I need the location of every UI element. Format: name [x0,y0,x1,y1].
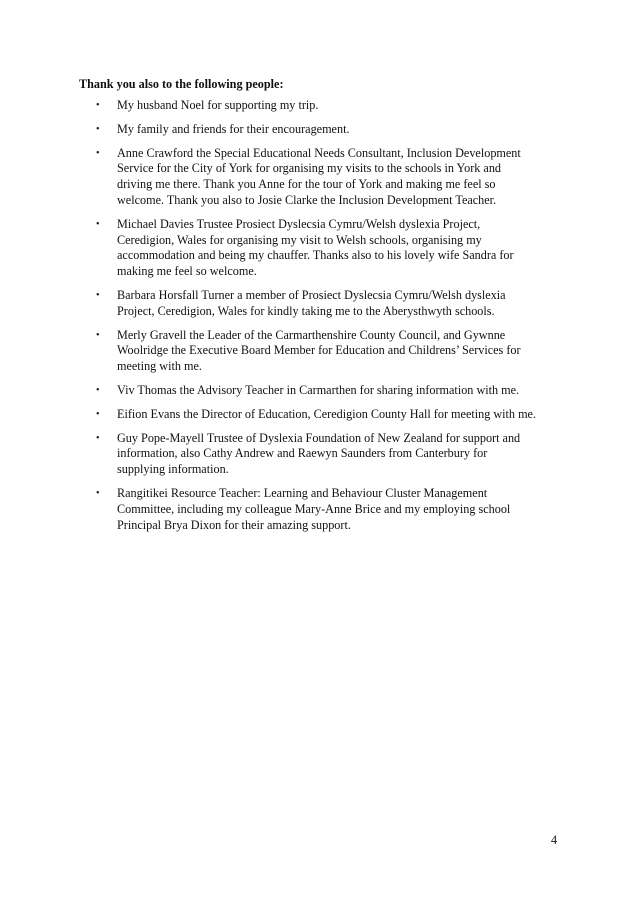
list-item-text: Merly Gravell the Leader of the Carmarthenshire County Council, and Gywnne Woolridge the Executive Board Member for Education and Childrens’ Services for meeting with me. [117,327,521,374]
list-item [0,146,537,209]
list-item-text: Guy Pope-Mayell Trustee of Dyslexia Foundation of New Zealand for support and information, also Cathy Andrew and Raewyn Saunders from Canterbury for supplying information. [117,430,521,477]
list-item-text: Anne Crawford the Special Educational Needs Consultant, Inclusion Development Service for the City of York for organising my visits to the schools in York and driving me there. Thank you Anne for the tour of York and making me feel so welcome. Thank you also to Josie Clarke the Inclusion Development Teacher. [117,145,521,207]
list-item-text: Barbara Horsfall Turner a member of Prosiect Dyslecsia Cymru/Welsh dyslexia Project, Ceredigion, Wales for kindly taking me to the Aberysthwyth schools. [117,287,506,318]
section-heading: Thank you also to the following people: [79,77,284,91]
list-item [0,98,537,114]
list-item-text: Eifion Evans the Director of Education, Ceredigion County Hall for meeting with me. [117,406,537,421]
bullet-icon: • [96,329,100,341]
bullet-icon: • [96,384,100,396]
list-item-text: Viv Thomas the Advisory Teacher in Carmarthen for sharing information with me. [117,382,520,397]
list-item-text: Michael Davies Trustee Prosiect Dyslecsia Cymru/Welsh dyslexia Project, Ceredigion, Wales for organising my visit to Welsh schools, organising my accommodation and being my chauffer. Thanks also to his lovely wife Sandra for making me feel so welcome. [117,216,514,279]
list-item [0,288,537,320]
list-item-text: My family and friends for their encouragement. [117,121,350,136]
bullet-icon: • [96,218,100,230]
bullet-icon: • [96,408,100,420]
bullet-icon: • [96,147,100,159]
list-item [0,431,537,478]
list-item [0,383,537,399]
list-item [0,407,537,423]
bullet-icon: • [96,289,100,301]
bullet-icon: • [96,100,100,111]
page-number: 4 [551,833,558,847]
bullet-icon: • [96,123,100,135]
list-item [0,486,537,533]
list-item [0,217,537,280]
acknowledgements-list [0,98,638,541]
list-item [0,122,537,138]
bullet-icon: • [96,487,100,499]
list-item-text: My husband Noel for supporting my trip. [117,98,319,112]
list-item-text: Rangitikei Resource Teacher: Learning and Behaviour Cluster Management Committee, including my colleague Mary-Anne Brice and my employing school Principal Brya Dixon for their amazing support. [117,485,511,532]
bullet-icon: • [96,432,100,444]
list-item [0,328,537,375]
